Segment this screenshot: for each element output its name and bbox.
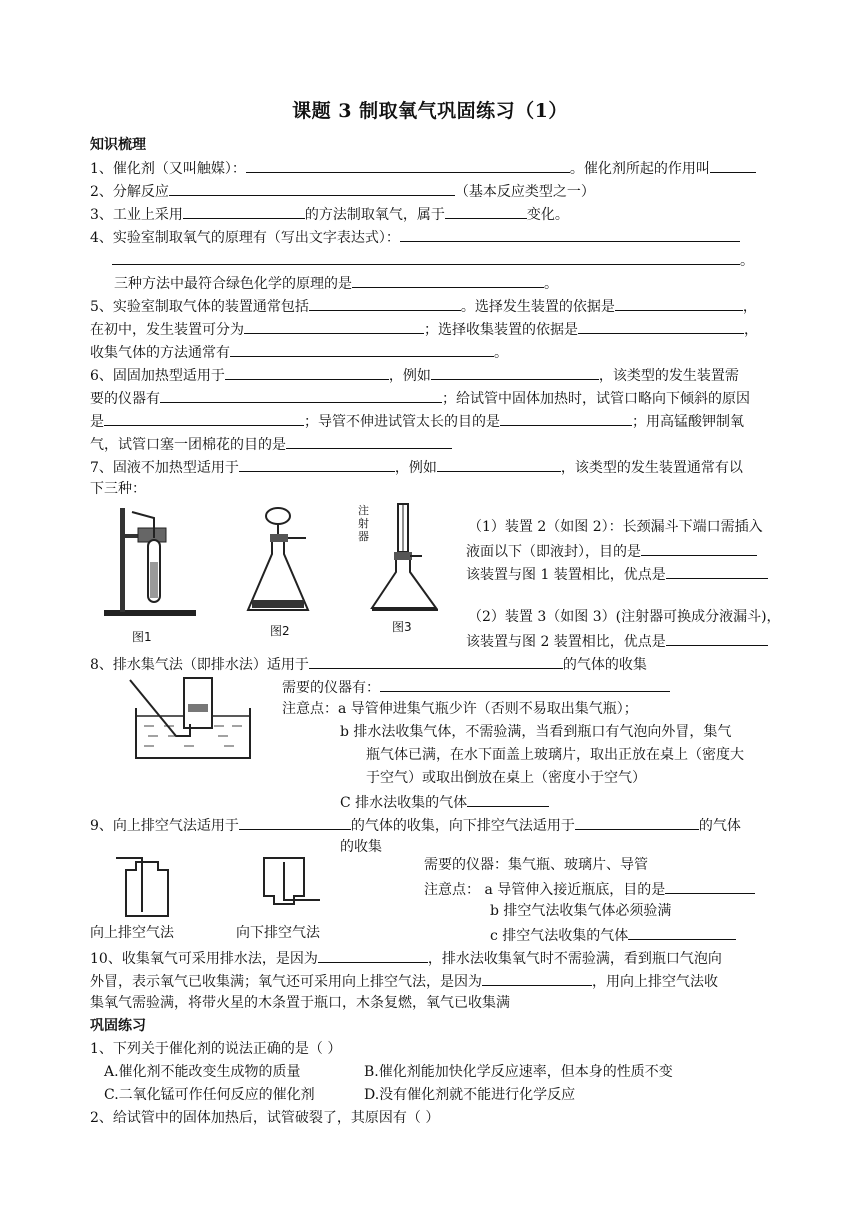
q2-text-2: （基本反应类型之一） [454,184,595,200]
answer-blank [160,388,442,403]
question-10 [90,948,722,968]
d2-text-2: 该装置与图 1 装置相比，优点是 [466,567,666,583]
answer-blank [239,457,395,472]
answer-blank [445,204,527,219]
q5-text-7: 收集气体的方法通常有 [90,345,230,361]
device-2-desc-3 [466,564,768,584]
q3-text-2: 的方法制取氧气，属于 [304,207,445,223]
water-displacement-figure [124,674,260,764]
question-7 [90,457,743,477]
q8-text-2: 的气体的收集 [562,657,647,673]
q10-text-2: ，排水法收集氧气时不需验满，看到瓶口气泡向 [427,951,722,967]
answer-blank [615,296,743,311]
q8-note-a: 注意点：a 导管伸进集气瓶少许（否则不易取出集气瓶）； [282,701,638,717]
q2-text: 2、分解反应 [90,184,169,200]
answer-blank [286,434,452,449]
q6-text-4: 要的仪器有 [90,391,160,407]
figure-3-label: 图3 [392,620,412,634]
q3-text-3: 变化。 [526,207,569,223]
answer-blank [309,296,461,311]
practice-1-option-d: D.没有催化剂就不能进行化学反应 [364,1087,576,1103]
question-4-line-2 [112,250,754,270]
question-6-line-4 [90,434,452,454]
q9-text-4: 注意点： a 导管伸入接近瓶底，目的是 [424,882,666,898]
figure-1-test-tube-stand [98,504,202,634]
q10-text-3: 外冒，表示氧气已收集满；氧气还可采用向上排空气法，是因为 [90,974,482,990]
q6-text-2: ，例如 [388,368,431,384]
q5-text-3: ， [742,299,757,315]
q5-text: 5、实验室制取气体的装置通常包括 [90,299,309,315]
question-2 [90,181,595,201]
q8-note-b: b 排水法收集气体，不需验满，当看到瓶口有气泡向外冒，集气 [340,724,732,740]
q9-text-3: 的气体 [698,818,741,834]
practice-question-2: 2、给试管中的固体加热后，试管破裂了，其原因有（ ） [90,1110,440,1126]
question-9 [90,815,741,835]
q6-text-7: ；导管不伸进试管太长的目的是 [304,414,500,430]
section-heading-review: 知识梳理 [90,137,146,153]
q7-text-3: ，该类型的发生装置通常有以 [560,460,743,476]
q8-note-c [340,792,549,812]
practice-1-option-b: B.催化剂能加快化学反应速率，但本身的性质不变 [364,1064,673,1080]
question-3 [90,204,569,224]
question-9-line-2: 的收集 [340,839,382,855]
section-heading-practice: 巩固练习 [90,1018,146,1034]
q6-text-3: ，该类型的发生装置需 [598,368,739,384]
answer-blank [112,250,740,265]
practice-1-option-c: C.二氧化锰可作任何反应的催化剂 [104,1087,315,1103]
q6-text-6: 是 [90,414,104,430]
answer-blank [230,342,494,357]
q10-text-4: ，用向上排空气法收 [592,974,718,990]
device-2-desc-2 [466,541,757,561]
answer-blank [104,411,304,426]
q9-text-5: c 排空气法收集的气体 [490,928,629,944]
answer-blank [380,677,670,692]
q1-text-2: 。催化剂所起的作用叫 [569,161,710,177]
question-6-line-3 [90,411,744,431]
syringe-label: 注射器 [358,504,369,543]
q9-note-c [490,925,736,945]
q8-note-b-3: 于空气）或取出倒放在桌上（密度小于空气） [366,770,646,786]
answer-blank [575,815,699,830]
q8-instruments [282,677,670,697]
answer-blank [318,948,428,963]
q8-text: 8、排水集气法（即排水法）适用于 [90,657,309,673]
figure-2-conical-flask [242,506,318,620]
q8-text-4: C 排水法收集的气体 [340,795,468,811]
answer-blank [169,181,455,196]
q7-text-2: ，例如 [394,460,437,476]
answer-blank [183,204,305,219]
question-4-line-3 [114,273,558,293]
answer-blank [352,273,544,288]
q1-text: 1、催化剂（又叫触媒）： [90,161,246,177]
answer-blank [665,879,755,894]
q6-text: 6、固固加热型适用于 [90,368,225,384]
q4-text: 4、实验室制取氧气的原理有（写出文字表达式）： [90,230,400,246]
answer-blank [239,815,351,830]
q3-text: 3、工业上采用 [90,207,183,223]
question-6 [90,365,739,385]
page-title: 课题 3 制取氧气巩固练习（1） [292,100,568,122]
q6-text-5: ；给试管中固体加热时，试管口略向下倾斜的原因 [442,391,750,407]
answer-blank [482,971,592,986]
answer-blank [431,365,599,380]
q5-text-4: 在初中，发生装置可分为 [90,322,244,338]
practice-question-1: 1、下列关于催化剂的说法正确的是（ ） [90,1041,342,1057]
question-5-line-3 [90,342,508,362]
q6-text-8: ；用高锰酸钾制氧 [632,414,744,430]
q4-text-4: 。 [544,276,558,292]
answer-blank [710,158,756,173]
q9-text: 9、向上排空气法适用于 [90,818,239,834]
answer-blank [666,564,768,579]
question-4 [90,227,740,247]
answer-blank [244,319,424,334]
q5-text-8: 。 [494,345,508,361]
question-10-line-2 [90,971,718,991]
practice-1-option-a: A.催化剂不能改变生成物的质量 [104,1064,301,1080]
question-10-line-3: 集氧气需验满，将带火星的木条置于瓶口，木条复燃，氧气已收集满 [90,995,510,1011]
answer-blank [578,319,744,334]
answer-blank [437,457,561,472]
device-3-desc-2 [466,631,768,651]
answer-blank [467,792,549,807]
q4-text-2: 。 [740,253,754,269]
q9-text-2: 的气体的收集，向下排空气法适用于 [350,818,575,834]
question-8 [90,654,647,674]
q9-note-a [424,879,755,899]
answer-blank [641,541,757,556]
answer-blank [246,158,570,173]
q9-instruments: 需要的仪器：集气瓶、玻璃片、导管 [424,857,648,873]
question-5 [90,296,757,316]
upward-air-displacement-figure [112,854,172,918]
downward-air-label: 向下排空气法 [236,925,320,941]
q7-text-4: 下三种： [90,481,146,497]
q6-text-9: 气，试管口塞一团棉花的目的是 [90,437,286,453]
q5-text-5: ；选择收集装置的依据是 [424,322,578,338]
question-5-line-2 [90,319,758,339]
q5-text-2: 。选择发生装置的依据是 [460,299,615,315]
answer-blank [225,365,389,380]
upward-air-label: 向上排空气法 [90,925,174,941]
figure-1-label: 图1 [132,630,152,644]
downward-air-displacement-figure [260,856,324,916]
q8-text-3: 需要的仪器有： [282,680,380,696]
q8-note-b-2: 瓶气体已满，在水下面盖上玻璃片，取出正放在桌上（密度大 [366,747,744,763]
answer-blank [309,654,563,669]
d2-text: 液面以下（即液封），目的是 [466,544,641,560]
answer-blank [500,411,632,426]
q4-text-3: 三种方法中最符合绿色化学的原理的是 [114,276,352,292]
d3-text: 该装置与图 2 装置相比，优点是 [466,634,666,650]
q10-text: 10、收集氧气可采用排水法，是因为 [90,951,318,967]
q7-text: 7、固液不加热型适用于 [90,460,239,476]
answer-blank [666,631,768,646]
q5-text-6: ， [744,322,758,338]
q9-note-b: b 排空气法收集气体必须验满 [490,903,672,919]
figure-2-label: 图2 [270,624,290,638]
question-7-line-2 [90,480,146,498]
answer-blank [400,227,740,242]
device-2-desc: （1）装置 2（如图 2）：长颈漏斗下端口需插入 [468,519,763,535]
device-3-desc: （2）装置 3（如图 3）(注射器可换成分液漏斗)， [468,609,781,625]
question-1 [90,158,756,178]
answer-blank [628,925,736,940]
question-6-line-2 [90,388,750,408]
